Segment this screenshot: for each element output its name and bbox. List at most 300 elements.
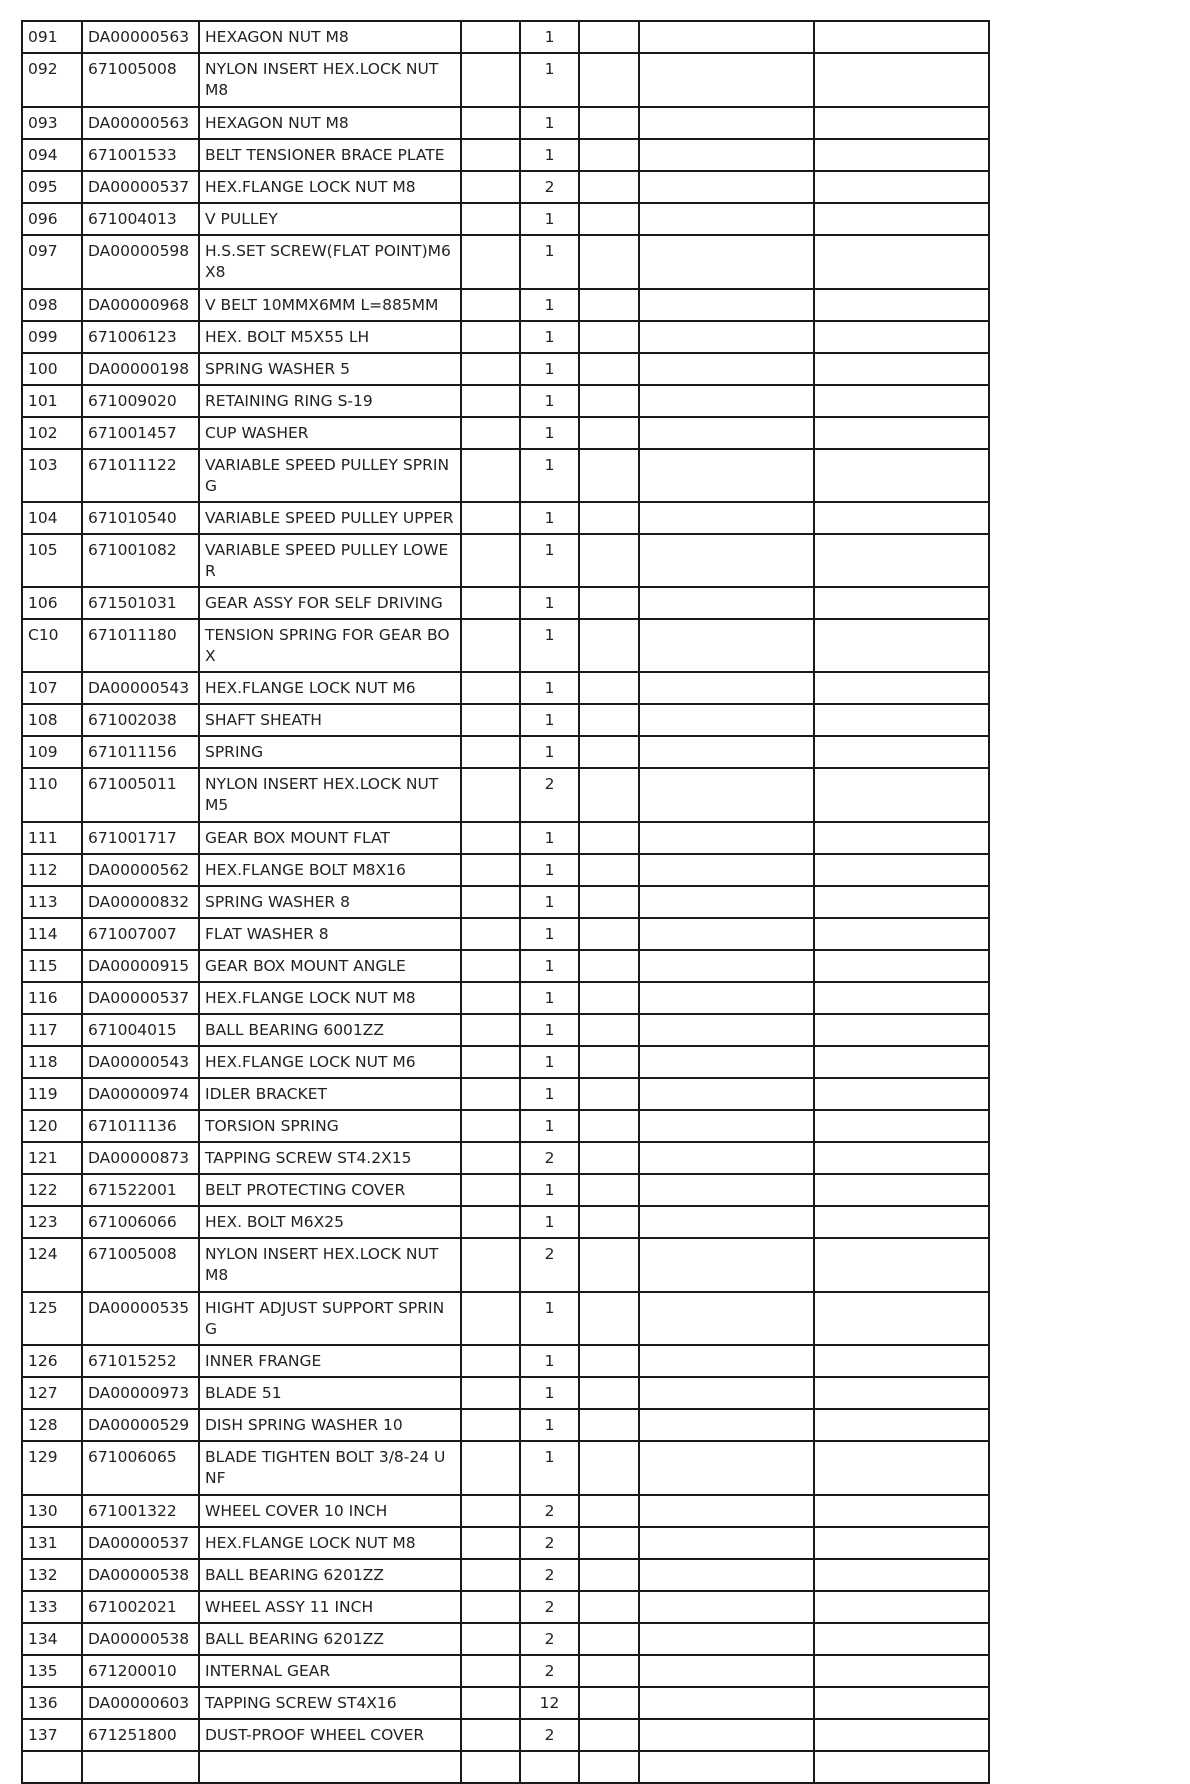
empty-cell bbox=[639, 139, 814, 171]
part-number: DA00000543 bbox=[82, 672, 199, 704]
item-number: 093 bbox=[22, 107, 82, 139]
empty-cell bbox=[579, 1174, 639, 1206]
empty-cell bbox=[461, 139, 520, 171]
item-number: 109 bbox=[22, 736, 82, 768]
quantity: 2 bbox=[520, 171, 579, 203]
empty-cell bbox=[461, 736, 520, 768]
part-description bbox=[199, 1751, 461, 1783]
part-number: DA00000529 bbox=[82, 1409, 199, 1441]
part-number: DA00000968 bbox=[82, 289, 199, 321]
table-row bbox=[22, 1495, 989, 1527]
item-number: 127 bbox=[22, 1377, 82, 1409]
table-row bbox=[22, 1292, 989, 1345]
empty-cell bbox=[814, 768, 989, 822]
empty-cell bbox=[639, 918, 814, 950]
part-description: HEXAGON NUT M8 bbox=[199, 21, 461, 53]
empty-cell bbox=[579, 672, 639, 704]
quantity: 1 bbox=[520, 139, 579, 171]
empty-cell bbox=[814, 171, 989, 203]
empty-cell bbox=[814, 1655, 989, 1687]
part-description: CUP WASHER bbox=[199, 417, 461, 449]
table-row bbox=[22, 1345, 989, 1377]
part-description: BELT TENSIONER BRACE PLATE bbox=[199, 139, 461, 171]
empty-cell bbox=[814, 1046, 989, 1078]
item-number: 117 bbox=[22, 1014, 82, 1046]
empty-cell bbox=[579, 417, 639, 449]
part-description: WHEEL COVER 10 INCH bbox=[199, 1495, 461, 1527]
item-number: 132 bbox=[22, 1559, 82, 1591]
quantity: 1 bbox=[520, 822, 579, 854]
empty-cell bbox=[639, 822, 814, 854]
quantity: 2 bbox=[520, 1495, 579, 1527]
empty-cell bbox=[461, 1377, 520, 1409]
item-number: 112 bbox=[22, 854, 82, 886]
part-number: DA00000537 bbox=[82, 1527, 199, 1559]
quantity: 2 bbox=[520, 1238, 579, 1292]
table-row bbox=[22, 107, 989, 139]
empty-cell bbox=[461, 1527, 520, 1559]
empty-cell bbox=[579, 321, 639, 353]
empty-cell bbox=[579, 1719, 639, 1751]
part-number: DA00000563 bbox=[82, 21, 199, 53]
quantity: 1 bbox=[520, 587, 579, 619]
part-number: 671011136 bbox=[82, 1110, 199, 1142]
quantity: 2 bbox=[520, 768, 579, 822]
empty-cell bbox=[579, 704, 639, 736]
quantity: 1 bbox=[520, 950, 579, 982]
empty-cell bbox=[461, 1345, 520, 1377]
empty-cell bbox=[579, 53, 639, 107]
empty-cell bbox=[639, 21, 814, 53]
empty-cell bbox=[579, 1078, 639, 1110]
empty-cell bbox=[579, 950, 639, 982]
part-description: NYLON INSERT HEX.LOCK NUT M5 bbox=[199, 768, 461, 822]
part-description: HEX.FLANGE LOCK NUT M8 bbox=[199, 171, 461, 203]
part-description: SHAFT SHEATH bbox=[199, 704, 461, 736]
quantity: 1 bbox=[520, 1206, 579, 1238]
item-number: 123 bbox=[22, 1206, 82, 1238]
empty-cell bbox=[814, 139, 989, 171]
part-number: 671001533 bbox=[82, 139, 199, 171]
quantity: 1 bbox=[520, 918, 579, 950]
empty-cell bbox=[814, 1345, 989, 1377]
table-row bbox=[22, 385, 989, 417]
quantity: 1 bbox=[520, 107, 579, 139]
part-number: DA00000543 bbox=[82, 1046, 199, 1078]
table-row bbox=[22, 1559, 989, 1591]
item-number: 097 bbox=[22, 235, 82, 289]
empty-cell bbox=[814, 587, 989, 619]
empty-cell bbox=[639, 449, 814, 502]
part-description: HEX.FLANGE LOCK NUT M6 bbox=[199, 1046, 461, 1078]
part-number: DA00000538 bbox=[82, 1559, 199, 1591]
empty-cell bbox=[579, 822, 639, 854]
table-row bbox=[22, 1719, 989, 1751]
part-number: 671005008 bbox=[82, 53, 199, 107]
part-number: DA00000603 bbox=[82, 1687, 199, 1719]
empty-cell bbox=[639, 587, 814, 619]
table-row bbox=[22, 736, 989, 768]
empty-cell bbox=[639, 672, 814, 704]
table-row bbox=[22, 449, 989, 502]
empty-cell bbox=[814, 235, 989, 289]
empty-cell bbox=[579, 1623, 639, 1655]
empty-cell bbox=[814, 672, 989, 704]
quantity: 1 bbox=[520, 534, 579, 587]
empty-cell bbox=[461, 1623, 520, 1655]
empty-cell bbox=[579, 1441, 639, 1495]
table-row bbox=[22, 353, 989, 385]
item-number: 131 bbox=[22, 1527, 82, 1559]
empty-cell bbox=[814, 1206, 989, 1238]
part-number: 671001457 bbox=[82, 417, 199, 449]
part-description: TAPPING SCREW ST4X16 bbox=[199, 1687, 461, 1719]
table-row bbox=[22, 822, 989, 854]
empty-cell bbox=[461, 1110, 520, 1142]
empty-cell bbox=[639, 1495, 814, 1527]
empty-cell bbox=[461, 1206, 520, 1238]
item-number: 098 bbox=[22, 289, 82, 321]
part-number: 671004015 bbox=[82, 1014, 199, 1046]
parts-list-table bbox=[21, 20, 990, 1784]
empty-cell bbox=[579, 854, 639, 886]
table-row bbox=[22, 139, 989, 171]
empty-cell bbox=[639, 704, 814, 736]
part-description: HEX.FLANGE LOCK NUT M8 bbox=[199, 1527, 461, 1559]
quantity: 1 bbox=[520, 353, 579, 385]
part-number: 671522001 bbox=[82, 1174, 199, 1206]
part-number: 671005008 bbox=[82, 1238, 199, 1292]
empty-cell bbox=[814, 1591, 989, 1623]
quantity: 1 bbox=[520, 1292, 579, 1345]
table-row bbox=[22, 417, 989, 449]
table-row bbox=[22, 918, 989, 950]
empty-cell bbox=[579, 982, 639, 1014]
table-row bbox=[22, 672, 989, 704]
table-row bbox=[22, 171, 989, 203]
table-row bbox=[22, 982, 989, 1014]
part-description: HEX.FLANGE BOLT M8X16 bbox=[199, 854, 461, 886]
empty-cell bbox=[579, 1014, 639, 1046]
empty-cell bbox=[461, 1751, 520, 1783]
empty-cell bbox=[814, 918, 989, 950]
empty-cell bbox=[639, 1559, 814, 1591]
empty-cell bbox=[814, 1495, 989, 1527]
empty-cell bbox=[461, 321, 520, 353]
table-row bbox=[22, 289, 989, 321]
empty-cell bbox=[814, 1174, 989, 1206]
quantity: 1 bbox=[520, 1441, 579, 1495]
empty-cell bbox=[639, 1292, 814, 1345]
item-number: 106 bbox=[22, 587, 82, 619]
empty-cell bbox=[579, 918, 639, 950]
quantity: 2 bbox=[520, 1142, 579, 1174]
empty-cell bbox=[579, 1377, 639, 1409]
part-description: HEX.FLANGE LOCK NUT M6 bbox=[199, 672, 461, 704]
item-number: 105 bbox=[22, 534, 82, 587]
empty-cell bbox=[639, 353, 814, 385]
item-number: 137 bbox=[22, 1719, 82, 1751]
quantity: 2 bbox=[520, 1559, 579, 1591]
item-number: 128 bbox=[22, 1409, 82, 1441]
part-number: 671251800 bbox=[82, 1719, 199, 1751]
empty-cell bbox=[579, 1591, 639, 1623]
item-number: 100 bbox=[22, 353, 82, 385]
empty-cell bbox=[639, 289, 814, 321]
part-description: V BELT 10MMX6MM L=885MM bbox=[199, 289, 461, 321]
empty-cell bbox=[579, 289, 639, 321]
empty-cell bbox=[639, 886, 814, 918]
part-description: HEX.FLANGE LOCK NUT M8 bbox=[199, 982, 461, 1014]
table-row bbox=[22, 1046, 989, 1078]
part-description: TAPPING SCREW ST4.2X15 bbox=[199, 1142, 461, 1174]
part-description: BALL BEARING 6001ZZ bbox=[199, 1014, 461, 1046]
part-description: NYLON INSERT HEX.LOCK NUT M8 bbox=[199, 1238, 461, 1292]
empty-cell bbox=[579, 1655, 639, 1687]
part-number: DA00000915 bbox=[82, 950, 199, 982]
item-number: 124 bbox=[22, 1238, 82, 1292]
empty-cell bbox=[814, 982, 989, 1014]
empty-cell bbox=[814, 321, 989, 353]
part-description: INTERNAL GEAR bbox=[199, 1655, 461, 1687]
table-row bbox=[22, 1174, 989, 1206]
empty-cell bbox=[814, 886, 989, 918]
part-description: RETAINING RING S-19 bbox=[199, 385, 461, 417]
part-number: 671001082 bbox=[82, 534, 199, 587]
empty-cell bbox=[639, 1655, 814, 1687]
table-row bbox=[22, 502, 989, 534]
empty-cell bbox=[639, 235, 814, 289]
empty-cell bbox=[639, 1238, 814, 1292]
empty-cell bbox=[814, 385, 989, 417]
table-row bbox=[22, 1687, 989, 1719]
empty-cell bbox=[639, 1377, 814, 1409]
empty-cell bbox=[814, 1409, 989, 1441]
part-description: TENSION SPRING FOR GEAR BOX bbox=[199, 619, 461, 672]
empty-cell bbox=[639, 534, 814, 587]
item-number: 120 bbox=[22, 1110, 82, 1142]
part-number: 671010540 bbox=[82, 502, 199, 534]
empty-cell bbox=[814, 1014, 989, 1046]
empty-cell bbox=[814, 1110, 989, 1142]
empty-cell bbox=[639, 854, 814, 886]
part-description: BALL BEARING 6201ZZ bbox=[199, 1559, 461, 1591]
empty-cell bbox=[814, 1078, 989, 1110]
table-row bbox=[22, 21, 989, 53]
part-number bbox=[82, 1751, 199, 1783]
empty-cell bbox=[639, 1046, 814, 1078]
table-row bbox=[22, 1409, 989, 1441]
part-description: VARIABLE SPEED PULLEY LOWER bbox=[199, 534, 461, 587]
empty-cell bbox=[814, 289, 989, 321]
quantity: 1 bbox=[520, 1078, 579, 1110]
table-row bbox=[22, 1377, 989, 1409]
part-number: 671009020 bbox=[82, 385, 199, 417]
empty-cell bbox=[461, 587, 520, 619]
item-number: 118 bbox=[22, 1046, 82, 1078]
empty-cell bbox=[814, 1751, 989, 1783]
part-description: IDLER BRACKET bbox=[199, 1078, 461, 1110]
part-number: 671015252 bbox=[82, 1345, 199, 1377]
part-description: SPRING WASHER 5 bbox=[199, 353, 461, 385]
part-number: 671011156 bbox=[82, 736, 199, 768]
item-number: 110 bbox=[22, 768, 82, 822]
empty-cell bbox=[579, 21, 639, 53]
part-description: HEXAGON NUT M8 bbox=[199, 107, 461, 139]
part-number: DA00000537 bbox=[82, 982, 199, 1014]
item-number: 099 bbox=[22, 321, 82, 353]
quantity: 1 bbox=[520, 1110, 579, 1142]
part-description: H.S.SET SCREW(FLAT POINT)M6X8 bbox=[199, 235, 461, 289]
part-description: V PULLEY bbox=[199, 203, 461, 235]
item-number: 111 bbox=[22, 822, 82, 854]
item-number: 135 bbox=[22, 1655, 82, 1687]
quantity: 1 bbox=[520, 982, 579, 1014]
empty-cell bbox=[639, 53, 814, 107]
empty-cell bbox=[639, 1591, 814, 1623]
empty-cell bbox=[814, 21, 989, 53]
empty-cell bbox=[579, 1046, 639, 1078]
empty-cell bbox=[639, 417, 814, 449]
item-number: 095 bbox=[22, 171, 82, 203]
empty-cell bbox=[461, 1078, 520, 1110]
quantity: 1 bbox=[520, 704, 579, 736]
empty-cell bbox=[814, 1719, 989, 1751]
quantity: 1 bbox=[520, 417, 579, 449]
empty-cell bbox=[461, 1046, 520, 1078]
part-number: 671002021 bbox=[82, 1591, 199, 1623]
empty-cell bbox=[579, 886, 639, 918]
table-row bbox=[22, 619, 989, 672]
quantity: 2 bbox=[520, 1655, 579, 1687]
empty-cell bbox=[461, 235, 520, 289]
quantity: 1 bbox=[520, 736, 579, 768]
quantity: 12 bbox=[520, 1687, 579, 1719]
part-number: DA00000832 bbox=[82, 886, 199, 918]
quantity: 1 bbox=[520, 502, 579, 534]
quantity: 1 bbox=[520, 1046, 579, 1078]
quantity: 1 bbox=[520, 854, 579, 886]
empty-cell bbox=[461, 1687, 520, 1719]
part-description: NYLON INSERT HEX.LOCK NUT M8 bbox=[199, 53, 461, 107]
item-number: 102 bbox=[22, 417, 82, 449]
part-description: TORSION SPRING bbox=[199, 1110, 461, 1142]
item-number: 116 bbox=[22, 982, 82, 1014]
empty-cell bbox=[461, 704, 520, 736]
empty-cell bbox=[461, 21, 520, 53]
item-number: 092 bbox=[22, 53, 82, 107]
table-row bbox=[22, 1655, 989, 1687]
part-description: BLADE TIGHTEN BOLT 3/8-24 UNF bbox=[199, 1441, 461, 1495]
empty-cell bbox=[814, 854, 989, 886]
quantity: 1 bbox=[520, 321, 579, 353]
empty-cell bbox=[579, 171, 639, 203]
table-row bbox=[22, 1110, 989, 1142]
item-number: 133 bbox=[22, 1591, 82, 1623]
parts-list-body bbox=[22, 21, 989, 1783]
empty-cell bbox=[579, 235, 639, 289]
empty-cell bbox=[639, 736, 814, 768]
item-number: 126 bbox=[22, 1345, 82, 1377]
empty-cell bbox=[579, 1687, 639, 1719]
empty-cell bbox=[814, 534, 989, 587]
empty-cell bbox=[461, 417, 520, 449]
part-number: DA00000873 bbox=[82, 1142, 199, 1174]
empty-cell bbox=[639, 1206, 814, 1238]
part-number: DA00000562 bbox=[82, 854, 199, 886]
item-number: 114 bbox=[22, 918, 82, 950]
part-number: 671006066 bbox=[82, 1206, 199, 1238]
empty-cell bbox=[461, 107, 520, 139]
empty-cell bbox=[639, 1441, 814, 1495]
empty-cell bbox=[461, 1591, 520, 1623]
item-number: 125 bbox=[22, 1292, 82, 1345]
item-number: 119 bbox=[22, 1078, 82, 1110]
empty-cell bbox=[461, 1655, 520, 1687]
empty-cell bbox=[639, 1110, 814, 1142]
empty-cell bbox=[579, 203, 639, 235]
empty-cell bbox=[461, 502, 520, 534]
item-number: 101 bbox=[22, 385, 82, 417]
item-number: 103 bbox=[22, 449, 82, 502]
empty-cell bbox=[814, 353, 989, 385]
item-number: 113 bbox=[22, 886, 82, 918]
part-description: DISH SPRING WASHER 10 bbox=[199, 1409, 461, 1441]
empty-cell bbox=[579, 1345, 639, 1377]
table-row bbox=[22, 1623, 989, 1655]
empty-cell bbox=[461, 918, 520, 950]
empty-cell bbox=[461, 672, 520, 704]
empty-cell bbox=[814, 1623, 989, 1655]
empty-cell bbox=[461, 886, 520, 918]
empty-cell bbox=[461, 1174, 520, 1206]
empty-cell bbox=[639, 982, 814, 1014]
part-description: SPRING bbox=[199, 736, 461, 768]
empty-cell bbox=[639, 502, 814, 534]
empty-cell bbox=[814, 417, 989, 449]
empty-cell bbox=[579, 139, 639, 171]
part-number: 671011180 bbox=[82, 619, 199, 672]
empty-cell bbox=[639, 1623, 814, 1655]
table-row bbox=[22, 587, 989, 619]
empty-cell bbox=[461, 1719, 520, 1751]
empty-cell bbox=[461, 854, 520, 886]
empty-cell bbox=[814, 53, 989, 107]
empty-cell bbox=[814, 107, 989, 139]
table-row bbox=[22, 321, 989, 353]
part-description: VARIABLE SPEED PULLEY UPPER bbox=[199, 502, 461, 534]
empty-cell bbox=[461, 1409, 520, 1441]
part-description: BELT PROTECTING COVER bbox=[199, 1174, 461, 1206]
empty-cell bbox=[579, 587, 639, 619]
empty-cell bbox=[814, 1527, 989, 1559]
empty-cell bbox=[639, 203, 814, 235]
empty-cell bbox=[639, 1527, 814, 1559]
empty-cell bbox=[579, 1495, 639, 1527]
empty-cell bbox=[814, 449, 989, 502]
empty-cell bbox=[461, 53, 520, 107]
quantity: 2 bbox=[520, 1719, 579, 1751]
part-number: 671002038 bbox=[82, 704, 199, 736]
item-number: C10 bbox=[22, 619, 82, 672]
empty-cell bbox=[461, 203, 520, 235]
empty-cell bbox=[579, 1206, 639, 1238]
empty-cell bbox=[461, 619, 520, 672]
empty-cell bbox=[461, 1495, 520, 1527]
part-description: BALL BEARING 6201ZZ bbox=[199, 1623, 461, 1655]
part-description: SPRING WASHER 8 bbox=[199, 886, 461, 918]
item-number: 107 bbox=[22, 672, 82, 704]
